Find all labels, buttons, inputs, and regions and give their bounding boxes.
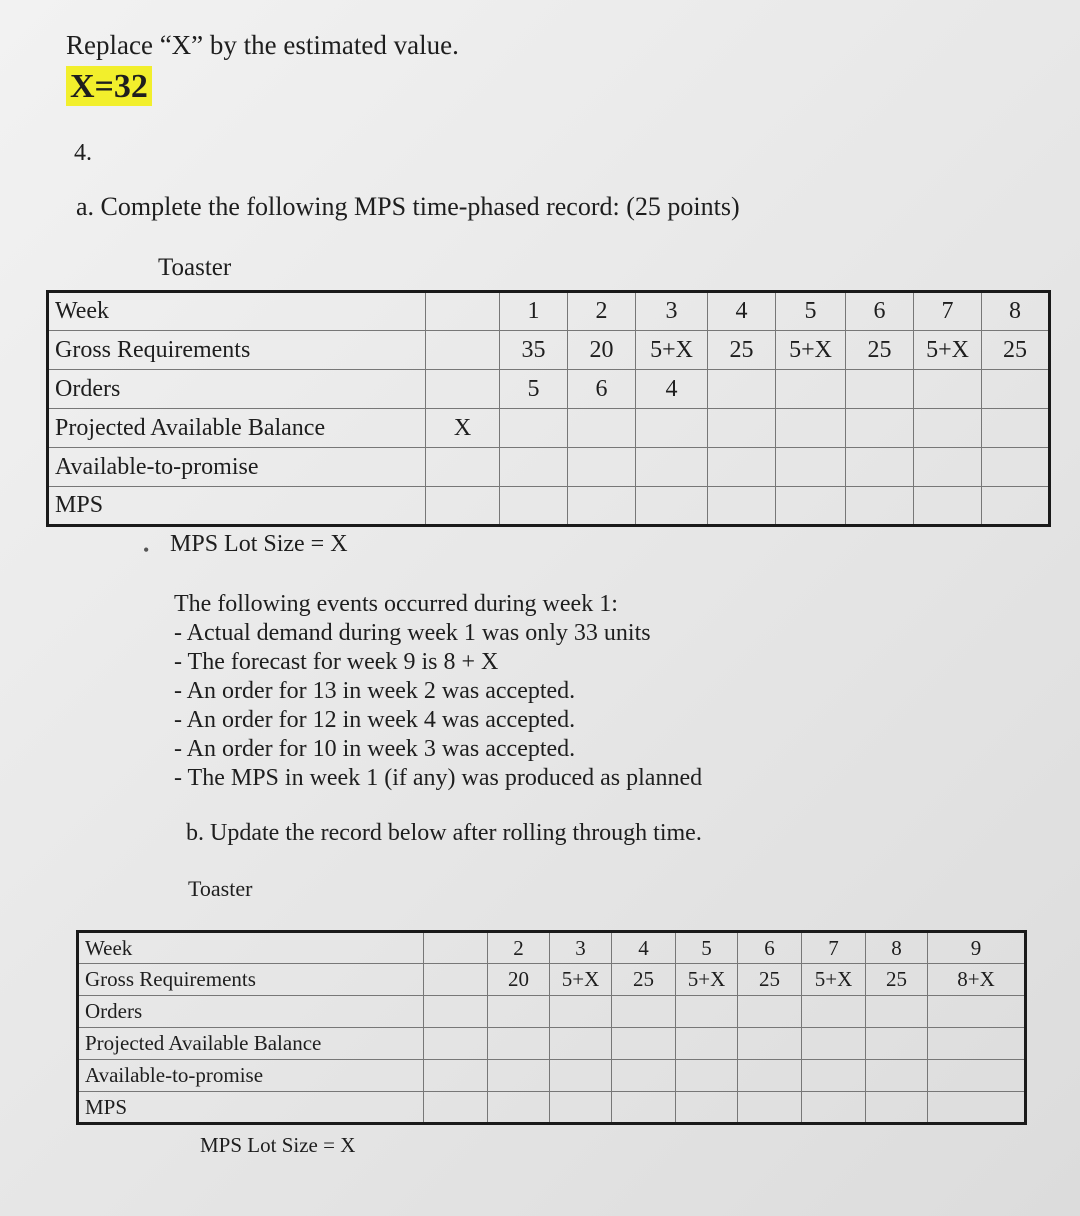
initial-balance-cell — [424, 932, 488, 964]
record-cell — [500, 448, 568, 487]
row-label: Projected Available Balance — [48, 409, 426, 448]
record-cell — [708, 487, 776, 526]
record-cell — [866, 1028, 928, 1060]
record-cell: 5+X — [676, 964, 738, 996]
record-cell — [866, 996, 928, 1028]
row-label: Available-to-promise — [48, 448, 426, 487]
initial-balance-cell — [424, 1092, 488, 1124]
record-cell — [846, 448, 914, 487]
record-cell — [676, 1028, 738, 1060]
initial-balance-cell — [426, 448, 500, 487]
record-cell: 25 — [612, 964, 676, 996]
week-header-cell: 3 — [636, 292, 708, 331]
lot-size-a: MPS Lot Size = X — [170, 531, 348, 557]
record-cell — [914, 409, 982, 448]
week-header-cell: 9 — [928, 932, 1026, 964]
record-cell — [866, 1092, 928, 1124]
record-cell — [612, 996, 676, 1028]
record-cell — [550, 1092, 612, 1124]
part-a-heading: a. Complete the following MPS time-phased record: (25 points) — [76, 192, 740, 221]
record-cell — [738, 1092, 802, 1124]
record-cell — [568, 409, 636, 448]
highlighted-answer: X=32 — [66, 66, 152, 106]
table-row — [78, 1092, 1026, 1124]
table-row — [48, 331, 1050, 370]
event-item: - The MPS in week 1 (if any) was produced as planned — [174, 765, 703, 791]
record-cell — [928, 1060, 1026, 1092]
record-cell: 25 — [982, 331, 1050, 370]
question-number: 4. — [74, 140, 92, 166]
product-label-a: Toaster — [158, 254, 232, 281]
mps-record-table-b — [76, 930, 1027, 1125]
record-cell — [488, 1060, 550, 1092]
record-cell: 25 — [708, 331, 776, 370]
record-cell — [488, 996, 550, 1028]
table-row — [78, 1060, 1026, 1092]
record-cell: 5+X — [636, 331, 708, 370]
record-cell — [550, 996, 612, 1028]
row-label: Orders — [78, 996, 424, 1028]
record-cell — [612, 1060, 676, 1092]
row-label: Gross Requirements — [48, 331, 426, 370]
row-label: MPS — [48, 487, 426, 526]
record-cell: 20 — [488, 964, 550, 996]
table-a-body — [48, 292, 1050, 526]
row-label: Week — [78, 932, 424, 964]
record-cell — [846, 487, 914, 526]
record-cell — [676, 996, 738, 1028]
record-cell — [636, 448, 708, 487]
record-cell — [846, 370, 914, 409]
initial-balance-cell: X — [426, 409, 500, 448]
record-cell — [500, 409, 568, 448]
part-b-heading: b. Update the record below after rolling through time. — [186, 820, 702, 846]
week-header-cell: 5 — [676, 932, 738, 964]
week-header-cell: 2 — [488, 932, 550, 964]
record-cell — [738, 1028, 802, 1060]
week-header-cell: 8 — [982, 292, 1050, 331]
table-row — [78, 1028, 1026, 1060]
record-cell — [676, 1060, 738, 1092]
record-cell: 5+X — [802, 964, 866, 996]
record-cell: 35 — [500, 331, 568, 370]
record-cell — [708, 448, 776, 487]
record-cell — [866, 1060, 928, 1092]
record-cell — [982, 448, 1050, 487]
initial-balance-cell — [424, 1028, 488, 1060]
record-cell — [776, 409, 846, 448]
initial-balance-cell — [426, 331, 500, 370]
record-cell: 25 — [866, 964, 928, 996]
week-header-cell: 6 — [846, 292, 914, 331]
record-cell — [776, 487, 846, 526]
initial-balance-cell — [424, 964, 488, 996]
week-header-cell: 2 — [568, 292, 636, 331]
record-cell — [568, 448, 636, 487]
initial-balance-cell — [424, 996, 488, 1028]
row-label: Projected Available Balance — [78, 1028, 424, 1060]
week-header-cell: 4 — [708, 292, 776, 331]
record-cell — [802, 1092, 866, 1124]
table-row — [48, 448, 1050, 487]
record-cell — [738, 996, 802, 1028]
week-header-cell: 7 — [914, 292, 982, 331]
events-intro: The following events occurred during week 1: — [174, 591, 618, 617]
record-cell: 5+X — [776, 331, 846, 370]
record-cell: 8+X — [928, 964, 1026, 996]
record-cell — [550, 1060, 612, 1092]
record-cell: 6 — [568, 370, 636, 409]
initial-balance-cell — [426, 292, 500, 331]
event-item: - An order for 10 in week 3 was accepted. — [174, 736, 576, 762]
record-cell — [928, 996, 1026, 1028]
record-cell — [550, 1028, 612, 1060]
initial-balance-cell — [424, 1060, 488, 1092]
record-cell — [612, 1028, 676, 1060]
lot-size-b: MPS Lot Size = X — [200, 1133, 356, 1157]
initial-balance-cell — [426, 487, 500, 526]
record-cell — [500, 487, 568, 526]
record-cell — [568, 487, 636, 526]
row-label: Week — [48, 292, 426, 331]
record-cell: 4 — [636, 370, 708, 409]
initial-balance-cell — [426, 370, 500, 409]
record-cell — [708, 370, 776, 409]
record-cell — [802, 1028, 866, 1060]
record-cell — [612, 1092, 676, 1124]
row-label: MPS — [78, 1092, 424, 1124]
record-cell — [488, 1092, 550, 1124]
record-cell — [708, 409, 776, 448]
week-header-cell: 4 — [612, 932, 676, 964]
record-cell: 25 — [738, 964, 802, 996]
record-cell: 20 — [568, 331, 636, 370]
event-item: - Actual demand during week 1 was only 33 units — [174, 620, 651, 646]
record-cell — [982, 409, 1050, 448]
record-cell — [636, 409, 708, 448]
event-item: - An order for 12 in week 4 was accepted. — [174, 707, 576, 733]
event-item: - The forecast for week 9 is 8 + X — [174, 649, 499, 675]
record-cell — [914, 448, 982, 487]
record-cell — [928, 1092, 1026, 1124]
row-label: Gross Requirements — [78, 964, 424, 996]
table-b-body — [78, 932, 1026, 1124]
record-cell — [982, 370, 1050, 409]
instruction-text: Replace “X” by the estimated value. — [66, 30, 459, 60]
table-row — [78, 996, 1026, 1028]
record-cell — [928, 1028, 1026, 1060]
bullet-dot: • — [143, 540, 150, 560]
record-cell — [776, 448, 846, 487]
week-header-cell: 5 — [776, 292, 846, 331]
table-row — [48, 292, 1050, 331]
record-cell: 25 — [846, 331, 914, 370]
events-block — [174, 590, 702, 793]
table-row — [78, 932, 1026, 964]
week-header-cell: 3 — [550, 932, 612, 964]
record-cell — [776, 370, 846, 409]
week-header-cell: 7 — [802, 932, 866, 964]
record-cell — [488, 1028, 550, 1060]
table-row — [48, 409, 1050, 448]
record-cell: 5+X — [550, 964, 612, 996]
record-cell — [982, 487, 1050, 526]
event-item: - An order for 13 in week 2 was accepted. — [174, 678, 576, 704]
week-header-cell: 6 — [738, 932, 802, 964]
row-label: Orders — [48, 370, 426, 409]
record-cell: 5 — [500, 370, 568, 409]
record-cell — [636, 487, 708, 526]
product-label-b: Toaster — [188, 876, 253, 901]
record-cell: 5+X — [914, 331, 982, 370]
record-cell — [802, 996, 866, 1028]
table-row — [48, 487, 1050, 526]
table-row — [48, 370, 1050, 409]
table-row — [78, 964, 1026, 996]
week-header-cell: 8 — [866, 932, 928, 964]
record-cell — [802, 1060, 866, 1092]
mps-record-table-a — [46, 290, 1051, 527]
row-label: Available-to-promise — [78, 1060, 424, 1092]
week-header-cell: 1 — [500, 292, 568, 331]
record-cell — [914, 370, 982, 409]
record-cell — [846, 409, 914, 448]
record-cell — [676, 1092, 738, 1124]
record-cell — [738, 1060, 802, 1092]
record-cell — [914, 487, 982, 526]
